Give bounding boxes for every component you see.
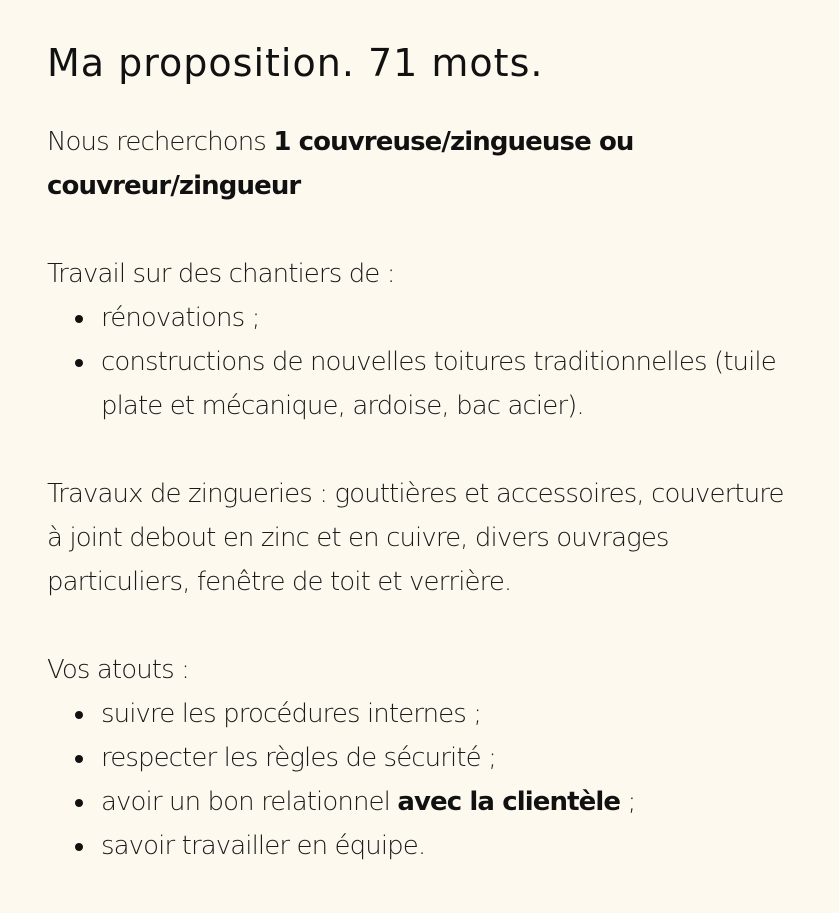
list-item: respecter les règles de sécurité ;: [101, 736, 799, 780]
chantiers-heading: Travail sur des chantiers de :: [47, 259, 395, 289]
list-item: constructions de nouvelles toitures traditionnelles (tuile plate et mécanique, ardoise, bac acier).: [101, 340, 799, 428]
job-offer-body: [47, 120, 799, 868]
intro-position: 1 couvreuse/zingueuse ou couvreur/zingueur: [47, 127, 634, 201]
atout-relationnel-after: ;: [620, 787, 636, 817]
intro-lead: Nous recherchons: [47, 127, 274, 157]
atouts-list: [47, 692, 799, 868]
list-item: [101, 780, 799, 824]
intro-paragraph: [47, 120, 799, 208]
list-item: savoir travailler en équipe.: [101, 824, 799, 868]
zingueries-paragraph: Travaux de zingueries : gouttières et accessoires, couverture à joint debout en zinc et en cuivre, divers ouvrages particuliers, fenêtre de toit et verrière.: [47, 479, 784, 597]
atouts-heading: Vos atouts :: [47, 655, 189, 685]
list-item: suivre les procédures internes ;: [101, 692, 799, 736]
atout-relationnel-before: avoir un bon relationnel: [101, 787, 398, 817]
page-title: Ma proposition. 71 mots.: [47, 41, 544, 85]
atout-relationnel-bold: avec la clientèle: [397, 787, 621, 817]
chantiers-list: [47, 296, 799, 428]
list-item: rénovations ;: [101, 296, 799, 340]
